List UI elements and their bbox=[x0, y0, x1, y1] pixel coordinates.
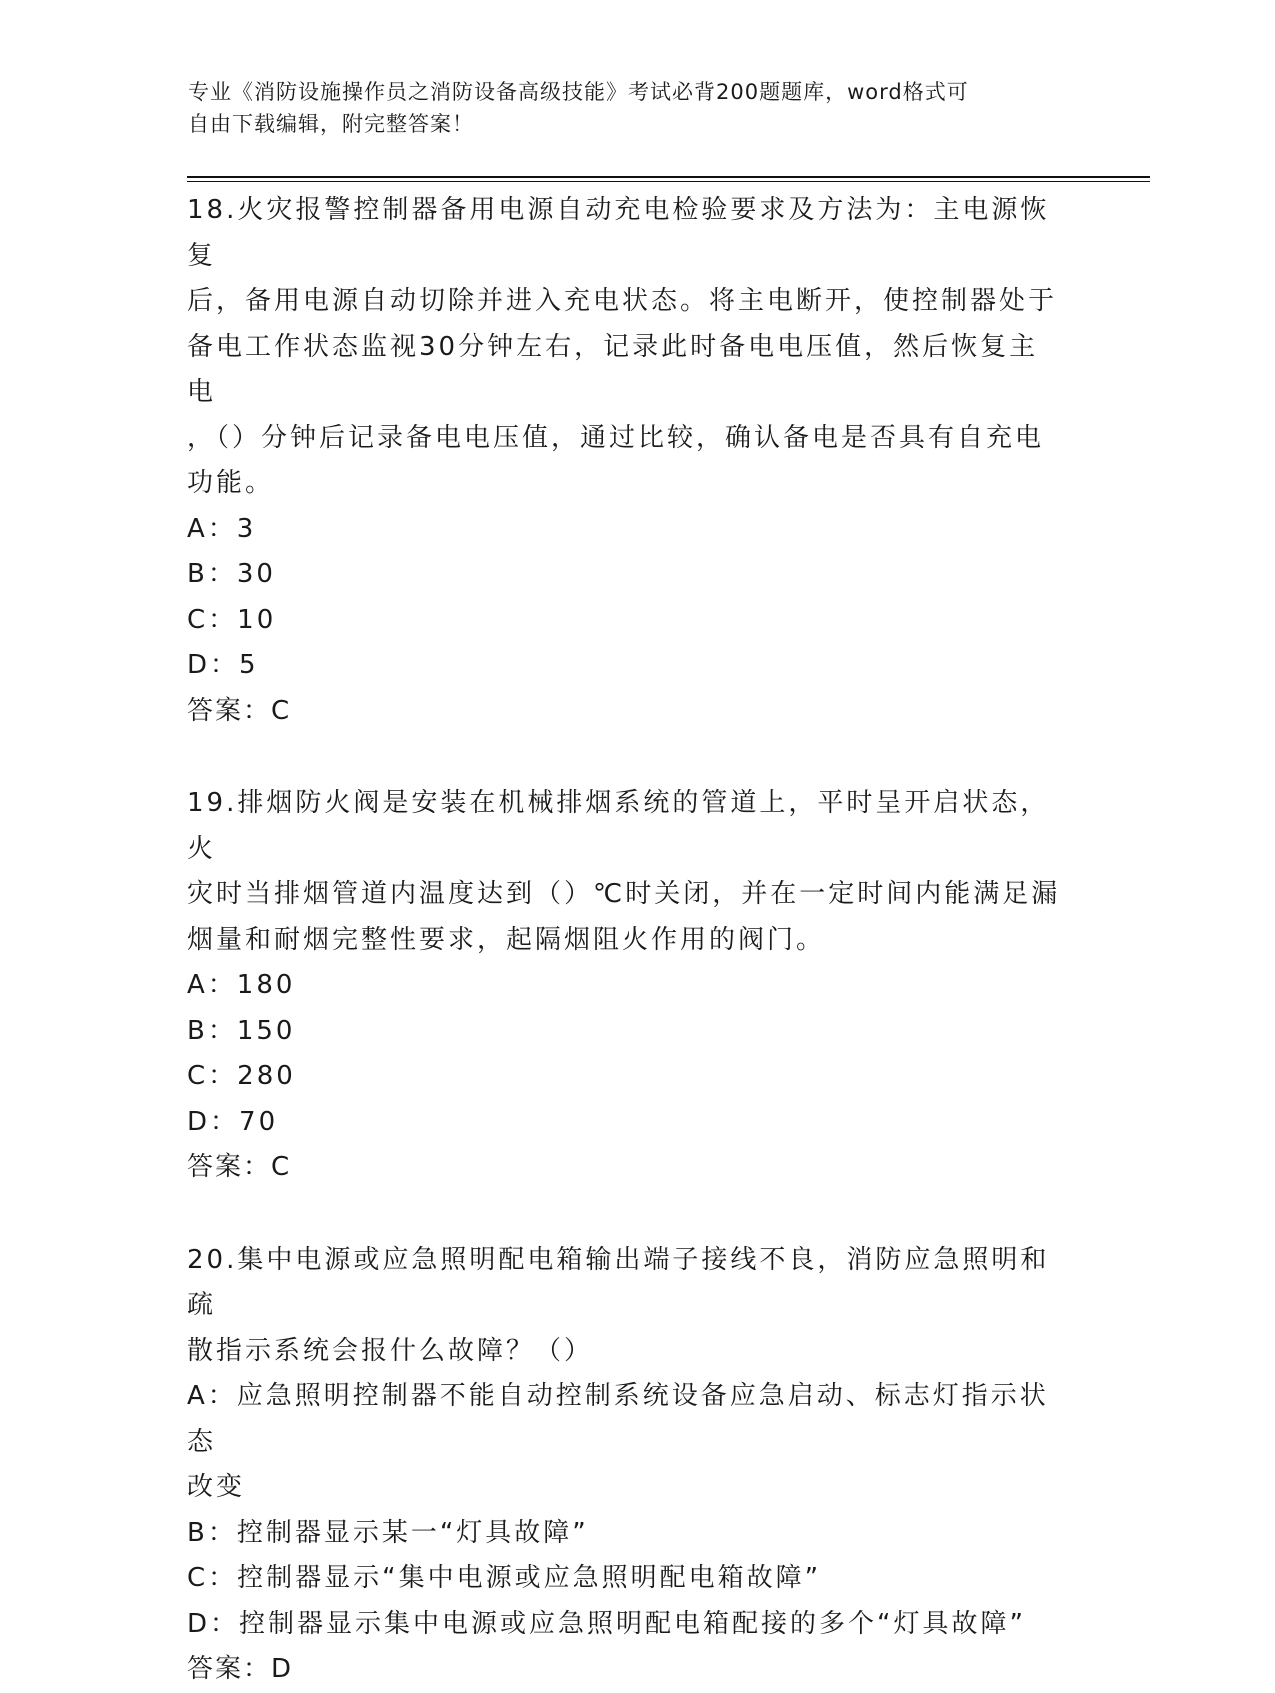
option-a: A：180 bbox=[187, 970, 296, 1000]
question-text-line: 功能。 bbox=[187, 468, 275, 498]
option-d: D：70 bbox=[187, 1106, 279, 1137]
option-d: D：5 bbox=[187, 650, 259, 680]
header-divider-thick bbox=[187, 176, 1150, 178]
question-spacer bbox=[187, 1191, 1067, 1238]
answer: 答案：C bbox=[187, 1152, 292, 1182]
option-a-continued: 改变 bbox=[187, 1472, 246, 1502]
option-a: A：3 bbox=[187, 513, 257, 544]
option-a: A：应急照明控制器不能自动控制系统设备应急启动、标志灯指示状态 bbox=[187, 1381, 1049, 1457]
option-b: B：150 bbox=[187, 1015, 296, 1046]
option-c: C：10 bbox=[187, 604, 277, 635]
option-b: B：控制器显示某一“灯具故障” bbox=[187, 1517, 589, 1548]
question-20 bbox=[187, 1238, 1067, 1693]
question-text-line: 烟量和耐烟完整性要求，起隔烟阻火作用的阀门。 bbox=[187, 924, 826, 955]
option-c: C：控制器显示“集中电源或应急照明配电箱故障” bbox=[187, 1563, 822, 1593]
header-line-2: 自由下载编辑，附完整答案！ bbox=[188, 112, 474, 136]
option-c: C：280 bbox=[187, 1061, 296, 1091]
answer: 答案：C bbox=[187, 695, 292, 726]
question-text-line: ，（）分钟后记录备电电压值，通过比较，确认备电是否具有自充电 bbox=[187, 422, 1045, 453]
question-19 bbox=[187, 781, 1067, 1191]
option-b: B：30 bbox=[187, 559, 276, 589]
question-18 bbox=[187, 188, 1067, 734]
answer: 答案：D bbox=[187, 1654, 294, 1684]
header-line-1: 专业《消防设施操作员之消防设备高级技能》考试必背200题题库，word格式可 bbox=[188, 80, 969, 104]
document-header bbox=[188, 76, 1068, 140]
question-text-line: 20.集中电源或应急照明配电箱输出端子接线不良，消防应急照明和疏 bbox=[187, 1244, 1050, 1320]
question-text-line: 灾时当排烟管道内温度达到（）℃时关闭，并在一定时间内能满足漏 bbox=[187, 879, 1061, 909]
question-text-line: 19.排烟防火阀是安装在机械排烟系统的管道上，平时呈开启状态，火 bbox=[187, 788, 1050, 864]
question-list bbox=[187, 188, 1067, 1693]
question-text-line: 18.火灾报警控制器备用电源自动充电检验要求及方法为：主电源恢复 bbox=[187, 195, 1050, 271]
question-text-line: 后，备用电源自动切除并进入充电状态。将主电断开，使控制器处于 bbox=[187, 286, 1058, 316]
question-spacer bbox=[187, 734, 1067, 781]
header-divider-thin bbox=[187, 181, 1150, 182]
question-text-line: 散指示系统会报什么故障？（） bbox=[187, 1335, 594, 1366]
option-d: D：控制器显示集中电源或应急照明配电箱配接的多个“灯具故障” bbox=[187, 1608, 1026, 1639]
question-text-line: 备电工作状态监视30分钟左右，记录此时备电电压值，然后恢复主电 bbox=[187, 331, 1039, 407]
